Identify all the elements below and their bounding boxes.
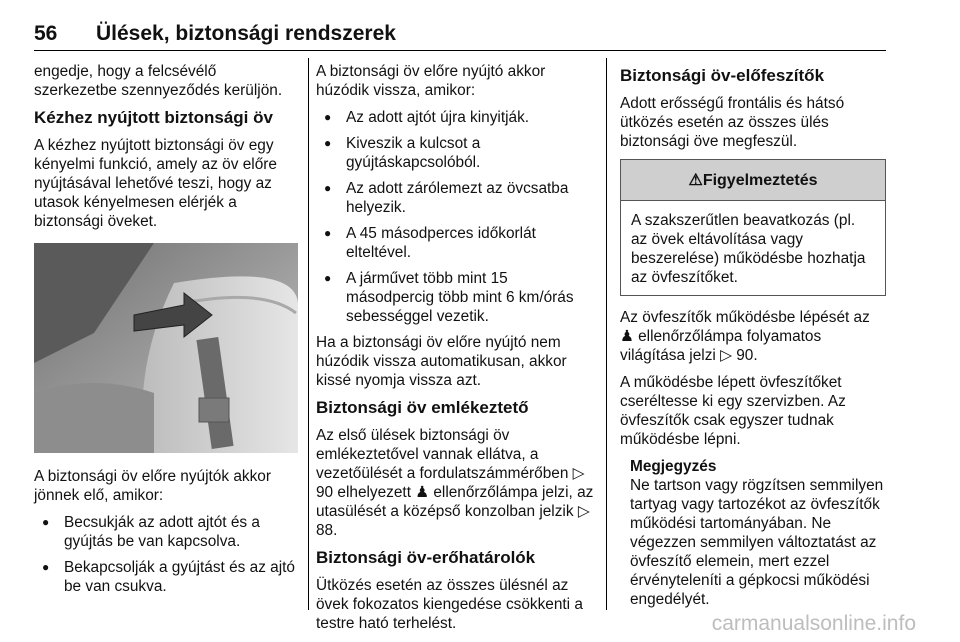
col2-bullet: ● Kiveszik a kulcsot a gyújtáskapcsolóból.: [324, 134, 594, 172]
col1-bullet: ● Bekapcsolják a gyújtást és az ajtó be van csukva.: [42, 558, 298, 596]
page-ref-arrow-icon: ▷: [572, 465, 585, 482]
note-text: Ne tartson vagy rögzítsen semmilyen tartyag vagy tartozékot az övfeszítők működési tartományában. Ne végezzen semmilyen változtatást az övfeszítő elemein, mert ezzel érvényteleníti a gépkocsi működési engedélyét.: [630, 477, 884, 608]
col2-limiters-paragraph: Ütközés esetén az összes ülésnél az övek fokozatos kiengedése csökkenti a testre ható terhelést.: [316, 577, 583, 632]
col3-paragraph: Adott erősségű frontális és hátsó ütközés esetén az összes ülés biztonsági öve megfeszül.: [620, 95, 845, 150]
col3-heading: Biztonsági öv-előfeszítők: [620, 66, 825, 85]
warning-box: [620, 159, 886, 296]
col2-bullet: ● A 45 másodperces időkorlát elteltével.: [324, 224, 594, 262]
seatbelt-presenter-photo: [34, 243, 298, 453]
watermark: carmanualsonline.info: [711, 612, 916, 635]
airbag-warning-lamp-icon: ♟: [620, 328, 634, 345]
col1-intro: engedje, hogy a felcsévélő szerkezetbe szennyeződés kerüljön.: [34, 63, 283, 99]
page-ref-arrow-icon: ▷: [720, 347, 732, 364]
col2-bullet: ● Az adott zárólemezt az övcsatba helyezik.: [324, 179, 594, 217]
page-reference[interactable]: 90: [736, 347, 754, 364]
col1-bullet: ● Becsukják az adott ajtót és a gyújtás be van kapcsolva.: [42, 513, 298, 551]
page-reference[interactable]: 88: [316, 522, 334, 539]
col2-bullet: ● Az adott ajtót újra kinyitják.: [324, 108, 594, 127]
col2-heading-reminder: Biztonsági öv emlékeztető: [316, 398, 529, 417]
column-2: [316, 62, 594, 641]
page-reference[interactable]: 90: [316, 484, 334, 501]
warning-header: [621, 160, 885, 201]
page-header: [34, 22, 886, 50]
seatbelt-warning-lamp-icon: ♟: [415, 484, 430, 501]
col2-paragraph: Ha a biztonsági öv előre nyújtó nem húzódik vissza automatikusan, akkor kissé nyomja vissza azt.: [316, 334, 567, 389]
note-title: Megjegyzés: [630, 458, 717, 475]
warning-triangle-icon: ⚠: [688, 171, 703, 189]
seatbelt-photo-illustration: [34, 243, 298, 453]
col1-heading: Kézhez nyújtott biztonsági öv: [34, 108, 273, 127]
column-3: [620, 62, 886, 609]
page-title: Ülések, biztonsági rendszerek: [96, 22, 396, 45]
page-ref-arrow-icon: ▷: [577, 503, 590, 520]
header-divider: [34, 50, 886, 51]
col3-paragraph-2: Az övfeszítők működésbe lépését az ♟ ellenőrzőlámpa folyamatos világítása jelzi ▷ 90.: [620, 309, 870, 364]
column-divider-1: [308, 58, 309, 610]
column-divider-2: [606, 58, 607, 610]
note-block: [630, 457, 886, 609]
page-number: 56: [34, 22, 58, 45]
col2-bullet: ● A járművet több mint 15 másodpercig több mint 6 km/órás sebességgel vezetik.: [324, 269, 594, 326]
col2-heading-limiters: Biztonsági öv-erőhatárolók: [316, 548, 536, 567]
col1-paragraph: A kézhez nyújtott biztonsági öv egy kényelmi funkció, amely az öv előre nyújtásával lehetővé teszi, hogy az utasok kényelmesen elérjék a biztonsági öveket.: [34, 137, 277, 230]
column-1: [34, 62, 298, 603]
warning-title: Figyelmeztetés: [702, 171, 818, 189]
col3-paragraph-3: A működésbe lépett övfeszítőket cseréltesse ki egy szervizben. Az övfeszítők csak egyszer tudnak működésbe lépni.: [620, 374, 846, 448]
warning-text: A szakszerűtlen beavatkozás (pl. az övek eltávolítása vagy beszerelése) működésbe hozhatja az övfeszítőket.: [631, 212, 866, 286]
col1-after-image: A biztonsági öv előre nyújtók akkor jönnek elő, amikor:: [34, 468, 271, 504]
col2-reminder-paragraph: Az első ülések biztonsági öv emlékeztetővel vannak ellátva, a vezetőülését a fordulatszámmérőben ▷ 90 elhelyezett ♟ ellenőrzőlámpa jelzi, az utasülését a középső konzolban jelzik ▷ 88.: [316, 427, 594, 539]
col2-intro: A biztonsági öv előre nyújtó akkor húzódik vissza, amikor:: [316, 63, 546, 99]
